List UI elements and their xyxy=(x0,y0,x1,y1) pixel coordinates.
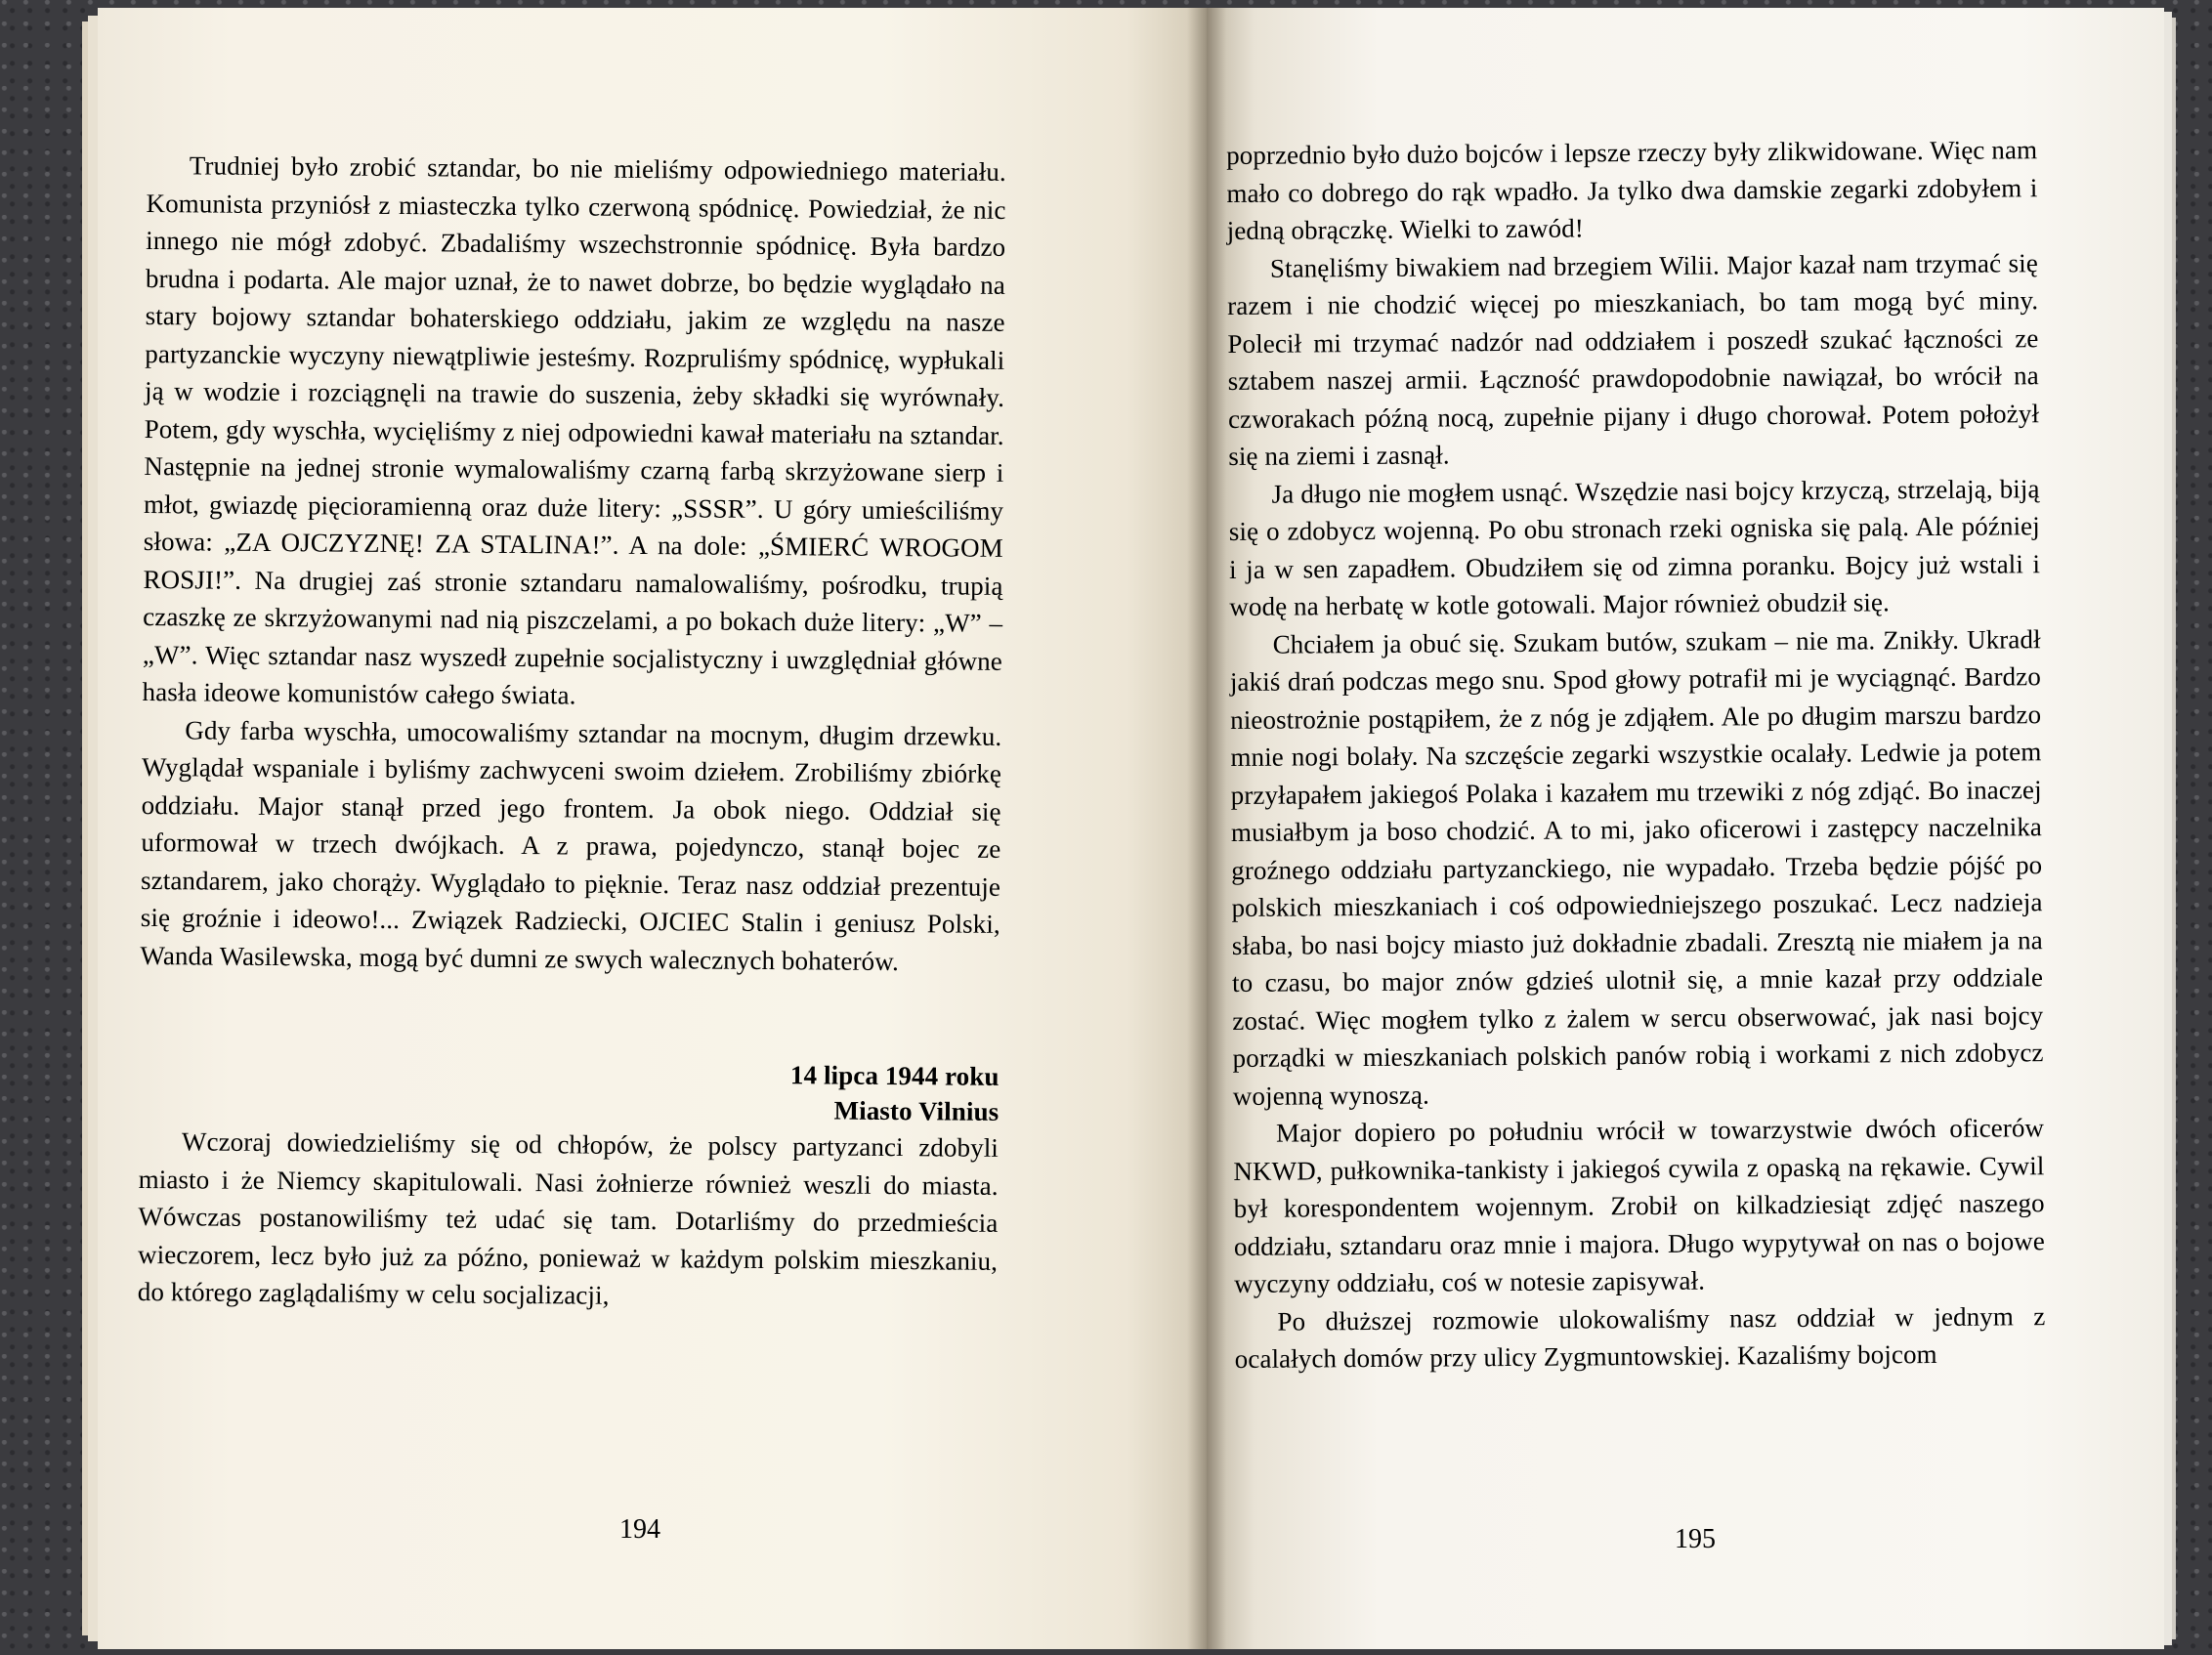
paragraph: Stanęliśmy biwakiem nad brzegiem Wilii. Major kazał nam trzymać się razem i nie chodzić więcej po mieszkaniach, bo tam mogą być miny. Polecił mi trzymać nadzór nad oddziałem i poszedł szukać łączności ze sztabem naszej armii. Łączność prawdopodobnie nawiązał, bo wrócił na czworakach późną nocą, zupełnie pijany i długo chorował. Potem położył się na ziemi i zasnął. xyxy=(1227,247,2040,471)
page-number-left: 194 xyxy=(619,1514,660,1545)
paragraph: Po dłuższej rozmowie ulokowaliśmy nasz oddział w jednym z ocalałych domów przy ulicy Zygmuntowskiej. Kazaliśmy bojcom xyxy=(1234,1300,2046,1374)
paragraph: Wczoraj dowiedzieliśmy się od chłopów, że polscy partyzanci zdobyli miasto i że Niemcy skapitulowali. Nasi żołnierze również weszli do miasta. Wówczas postanowiliśmy też udać się tam. Dotarliśmy do przedmieścia wieczorem, lecz było już za późno, ponieważ w każdym polskim mieszkaniu, do którego zaglądaliśmy w celu socjalizacji, xyxy=(137,1126,1000,1310)
paragraph: Major dopiero po południu wrócił w towarzystwie dwóch oficerów NKWD, pułkownika-tankisty i jakiegoś cywila z opaską na rękawie. Cywil był korespondentem wojennym. Zrobił on kilkadziesiąt zdjęć naszego oddziału, sztandaru oraz mnie i majora. Długo wypytywał on nas o bojowe wyczyny oddziału, coś w notesie zapisywał. xyxy=(1233,1113,2046,1298)
left-page-text xyxy=(138,147,1006,1317)
page-number-right: 195 xyxy=(1675,1524,1716,1554)
paragraph: poprzednio było dużo bojców i lepsze rzeczy były zlikwidowane. Więc nam mało co dobrego do rąk wpadło. Ja tylko dwa damskie zegarki zdobyłem i jedną obrączkę. Wielki to zawód! xyxy=(1226,135,2038,245)
paragraph: Trudniej było zrobić sztandar, bo nie mieliśmy odpowiedniego materiału. Komunista przyniósł z miasteczka tylko czerwoną spódnicę. Powiedział, że nic innego nie mógł zdobyć. Zbadaliśmy wszechstronnie spódnicę. Była bardzo brudna i podarta. Ale major uznał, że to nawet dobrze, bo będzie wyglądało na stary bojowy sztandar bohaterskiego oddziału, jakim ze względu na nasze partyzanckie wyczyny niewątpliwie jesteśmy. Rozpruliśmy spódnicę, wypłukali ją w wodzie i rozciągnęli na trawie do suszenia, żeby składki się wyrównały. Potem, gdy wyschła, wycięliśmy z niej odpowiedni kawał materiału na sztandar. Następnie na jednej stronie wymalowaliśmy czarną farbą skrzyżowane sierp i młot, gwiazdę pięcioramienną oraz duże litery: „SSSR”. U góry umieściliśmy słowa: „ZA OJCZYZNĘ! ZA STALINA!”. A na dole: „ŚMIERĆ WROGOM ROSJI!”. Na drugiej zaś stronie sztandaru namalowaliśmy, pośrodku, trupią czaszkę ze skrzyżowanymi nad nią piszczelami, a po bokach duże litery: „W” – „W”. Więc sztandar nasz wyszedł zupełnie socjalistyczny i uwzględniał główne hasła ideowe komunistów całego świata. xyxy=(142,150,1006,710)
paragraph: Ja długo nie mogłem usnąć. Wszędzie nasi bojcy krzyczą, strzelają, biją się o zdobycz wojenną. Po obu stronach rzeki ogniska się palą. Ale później i ja w sen zapadłem. Obudziłem się od zimna poranku. Bojcy już wstali i wodę na herbatę w kotle gotowali. Major również obudził się. xyxy=(1228,473,2041,621)
entry-date: 14 lipca 1944 roku xyxy=(789,1060,1000,1091)
book-gutter xyxy=(1187,8,1226,1649)
right-page-text xyxy=(1226,131,2046,1378)
paragraph: Gdy farba wyschła, umocowaliśmy sztandar na mocnym, długim drzewku. Wyglądał wspaniale i byliśmy zachwyceni swoim dziełem. Zrobiliśmy zbiórkę oddziału. Major stanął przed jego frontem. Ja obok niego. Oddział się uformował w trzech dwójkach. A z prawa, pojedynczo, stanął bojec ze sztandarem, jako chorąży. Wyglądało to pięknie. Teraz nasz oddział prezentuje się groźnie i ideowo!... Związek Radziecki, OJCIEC Stalin i geniusz Polski, Wanda Wasilewska, mogą być dumni ze swych walecznych bohaterów. xyxy=(140,714,1002,976)
entry-place: Miasto Vilnius xyxy=(833,1095,1000,1126)
paragraph: Chciałem ja obuć się. Szukam butów, szukam – nie ma. Znikły. Ukradł jakiś drań podczas mego snu. Spod głowy potrafił mi je wyciągnąć. Bardzo nieostrożnie postąpiłem, że z nóg je zdjąłem. Ale po długim marszu bardzo mnie nogi bolały. Na szczęście zegarki wszystkie ocalały. Ledwie ja potem przyłapałem jakiegoś Polaka i kazałem mu trzewiki z nóg zdjąć. Bo inaczej musiałbym ja boso chodzić. A to mi, jako oficerowi i zastępcy naczelnika groźnego oddziału partyzanckiego, nie wypadało. Trzeba będzie pójść po polskich mieszkaniach i coś odpowiedniejszego poszukać. Lecz nadzieja słaba, bo nasi bojcy miasto już dokładnie zbadali. Zresztą nie miałem ja na to czasu, bo major znów gdzieś ulotnił się, a mnie kazał przy oddziale zostać. Więc mogłem tylko z żalem w sercu obserwować, jak nasi bojcy porządki w mieszkaniach polskich panów robią i workami z nich zdobycz wojenną wynoszą. xyxy=(1229,623,2044,1111)
